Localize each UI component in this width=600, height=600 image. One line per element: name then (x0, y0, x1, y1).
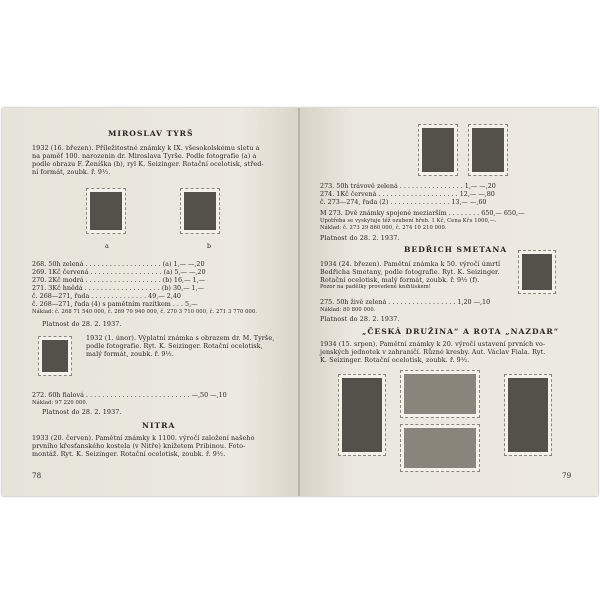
catalog-row-273: 273. 50h trávově zelená . . . . . . . . . . . . . . . . 1,— —,20 (320, 182, 496, 190)
validity-note-right-1: Platnost do 28. 2. 1937. (320, 234, 400, 242)
catalog-row-275: 275. 50h živě zelená . . . . . . . . . . . . . . . . . 1,20 —,10 (320, 298, 491, 306)
intro-line-4: ní formát, zoubk. ř. 9½. (32, 168, 111, 176)
page-number-left: 78 (32, 471, 42, 480)
stamp-label-b: b (207, 242, 212, 250)
print-run-note: Náklad: č. 268 71 540 000, č. 269 70 940 000, č. 270 3 710 000, č. 271 3 770 000. (32, 309, 258, 315)
section-heading-tyrs: MIROSLAV TYRŠ (108, 129, 194, 138)
print-run-note-2: Náklad: 97 220 000. (32, 400, 88, 406)
smetana-line-2: Bedřicha Smetany, podle fotografie. Ryt. K. Seizinger. (320, 268, 500, 276)
smetana-forgery-warning: Pozor na padělky provedené knihtiskem! (320, 284, 431, 290)
stamp-image-druzina-2 (400, 370, 480, 418)
druzina-line-3: K. Seizinger. Rotační ocelotisk, zoubk. ř. 9½. (320, 356, 470, 364)
left-page (2, 108, 300, 496)
catalog-row-271: 271. 3Kč hnědá . . . . . . . . . . . . . . . . . . . (b) 30,— 1,— (32, 284, 205, 292)
para3-line-3: montáž. Ryt. K. Seizinger. Rotační ocelotisk, zoubk. ř. 9½. (32, 450, 226, 458)
druzina-line-2: jenských jednotek v zahraničí. Různé kresby. Aut. Václav Fiala. Ryt. (320, 348, 546, 356)
catalog-row-set: č. 268—271, řada . . . . . . . . . . . . . . 49,— 2,40 (32, 292, 181, 300)
druzina-line-1: 1934 (15. srpen). Pamětní známky k 20. výročí ustavení prvních vo- (320, 340, 546, 348)
stamp-image-a (86, 188, 126, 234)
stamp-image-druzina-3 (400, 424, 480, 472)
catalog-row-268: 268. 50h zelená . . . . . . . . . . . . . . . . . . . (a) 1,— —,20 (32, 260, 205, 268)
right-page (300, 108, 598, 496)
stamp-label-a: a (105, 242, 109, 250)
para2-line-2: podle fotografie. Ryt. K. Seizinger. Rotační ocelotisk, (86, 342, 263, 350)
para2-line-1: 1932 (1. únor). Výplatní známka s obrazem dr. M. Tyrše, (86, 334, 275, 342)
section-heading-smetana: BEDŘICH SMETANA (404, 245, 508, 254)
smetana-line-1: 1934 (24. březen). Pamětní známka k 50. výročí úmrtí (320, 260, 501, 268)
catalog-row-m273: M 273. Dvě známky spojené meziarším . . . . . . . . 650,— 650,— (320, 209, 525, 217)
stamp-image-druzina-4 (504, 374, 552, 456)
stamp-image-smetana (518, 250, 556, 294)
catalog-row-set-postmark: č. 268—271, řada (4) s pamětním razítkem . . . 5,— (32, 300, 198, 308)
m273-note: Upotřeba se vyskytuje též ozubení hřeb. 1 Kč, Cena Kčs 1000,—. (320, 218, 497, 224)
catalog-row-274: 274. 1Kč červená . . . . . . . . . . . . . . . . . . . . 12,— —,80 (320, 190, 495, 198)
validity-note-2: Platnost do 28. 2. 1937. (42, 408, 122, 416)
stamp-image-nitra-2 (468, 124, 508, 176)
para2-line-3: malý formát, zoubk. ř. 9½. (86, 350, 174, 358)
stamp-image-b (180, 188, 220, 234)
stamp-image-nitra-1 (418, 124, 458, 176)
section-heading-druzina: „ČESKÁ DRUŽINA“ A ROTA „NAZDAR“ (362, 327, 560, 336)
catalog-row-273-274-set: č. 273—274, řada (2) . . . . . . . . . . . . . . . 13,— —,60 (320, 198, 487, 206)
page-number-right: 79 (562, 471, 572, 480)
intro-line-2: na paměť 100. narozenin dr. Miroslava Tyrše. Podle fotografie (a) a (32, 152, 257, 160)
print-run-note-right-2: Náklad: 80 800 000. (320, 307, 376, 313)
validity-note-1: Platnost do 28. 2. 1937. (42, 320, 122, 328)
print-run-note-right: Náklad: č. 273 29 860 000, č. 274 10 210 000. (320, 225, 447, 231)
catalog-row-272: 272. 60h fialová . . . . . . . . . . . . . . . . . . . . . . . . . . —,50 —,10 (32, 391, 227, 399)
section-heading-nitra: NITRA (142, 421, 176, 430)
intro-line-1: 1932 (16. březen). Příležitostné známky k IX. všesokolskému sletu a (32, 144, 260, 152)
para3-line-2: prvního křesťanského kostela (v Nitře) knížetem Pribinou. Foto- (32, 442, 246, 450)
catalog-row-270: 270. 2Kč modrá . . . . . . . . . . . . . . . . . . . (b) 16,— 1,— (32, 276, 205, 284)
catalog-row-269: 269. 1Kč červená . . . . . . . . . . . . . . . . . . (a) 5,— —,20 (32, 268, 206, 276)
intro-line-3: podle obrazu F. Ženíška (b), ryl K. Seizinger. Rotační ocelotisk, střed- (32, 160, 264, 168)
open-book (2, 108, 598, 496)
validity-note-right-2: Platnost do 28. 2. 1937. (320, 315, 400, 323)
para3-line-1: 1933 (20. červen). Pamětní známky k 1100. výročí založení našeho (32, 434, 255, 442)
smetana-line-3: Rotační ocelotisk, malý formát, zoubk. ř. 9½ (f). (320, 276, 480, 284)
stamp-image-tyrs-small (38, 336, 72, 376)
stamp-image-druzina-1 (338, 374, 386, 456)
